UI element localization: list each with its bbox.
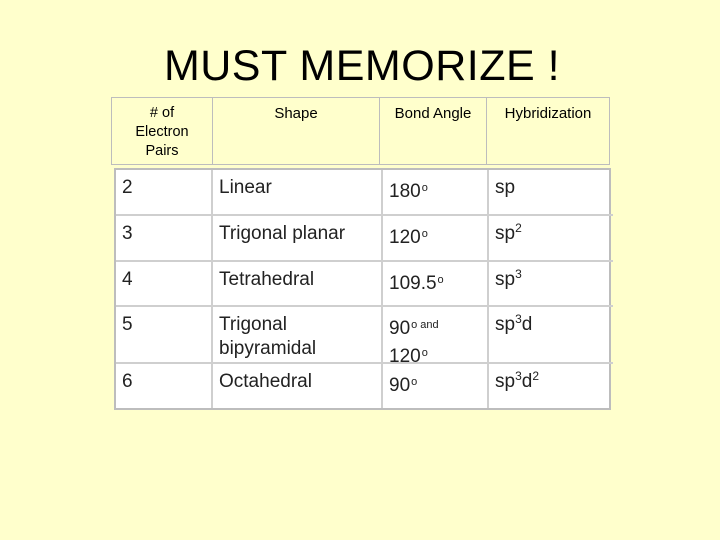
cell-shape: Octahedral <box>213 364 383 408</box>
angle-value: 90 <box>389 375 411 396</box>
cell-pairs: 6 <box>116 364 213 408</box>
angle-value: 180 <box>389 181 421 202</box>
cell-hybridization <box>489 262 613 307</box>
degree-symbol: o <box>411 376 418 388</box>
cell-hybridization <box>489 216 613 262</box>
angle-value: 109.5 <box>389 273 437 294</box>
cell-angle <box>383 262 489 307</box>
angle-value: 90 <box>389 318 411 339</box>
cell-pairs: 4 <box>116 262 213 307</box>
hyb-base: sp <box>495 223 516 244</box>
cell-angle <box>383 216 489 262</box>
hyb-d: d <box>521 371 533 392</box>
hyb-base: sp <box>495 177 516 198</box>
header-bond-angle: Bond Angle <box>379 98 486 164</box>
cell-hybridization <box>489 170 613 216</box>
header-hybridization: Hybridization <box>486 98 609 164</box>
cell-shape: Linear <box>213 170 383 216</box>
degree-symbol: o <box>421 182 428 194</box>
hyb-base: sp <box>495 314 516 335</box>
cell-pairs: 3 <box>116 216 213 262</box>
geometry-table <box>114 168 611 410</box>
degree-symbol: o <box>421 228 428 240</box>
cell-shape: Trigonal planar <box>213 216 383 262</box>
hyb-base: sp <box>495 371 516 392</box>
cell-pairs: 2 <box>116 170 213 216</box>
hyb-superscript-2: 2 <box>532 369 540 383</box>
cell-shape: Tetrahedral <box>213 262 383 307</box>
angle-and-label: and <box>420 319 439 331</box>
hyb-superscript: 3 <box>515 369 522 383</box>
page-title: MUST MEMORIZE ! <box>163 42 561 90</box>
hyb-superscript: 2 <box>515 221 522 235</box>
header-shape: Shape <box>212 98 379 164</box>
degree-symbol: o <box>437 274 444 286</box>
cell-angle <box>383 307 489 367</box>
header-table <box>111 97 610 165</box>
hyb-superscript: 3 <box>515 267 522 281</box>
cell-angle <box>383 364 489 408</box>
cell-hybridization <box>489 364 613 408</box>
cell-hybridization <box>489 307 613 364</box>
hyb-d: d <box>521 314 533 335</box>
angle-value-2: 120 <box>389 346 421 367</box>
header-electron-pairs: # of Electron Pairs <box>135 105 189 159</box>
angle-value: 120 <box>389 227 421 248</box>
hyb-base: sp <box>495 269 516 290</box>
cell-shape: Trigonal bipyramidal <box>213 307 383 364</box>
cell-angle <box>383 170 489 216</box>
degree-symbol: o <box>411 319 418 331</box>
degree-symbol: o <box>421 347 428 359</box>
cell-pairs: 5 <box>116 307 213 364</box>
hyb-superscript: 3 <box>515 312 522 326</box>
